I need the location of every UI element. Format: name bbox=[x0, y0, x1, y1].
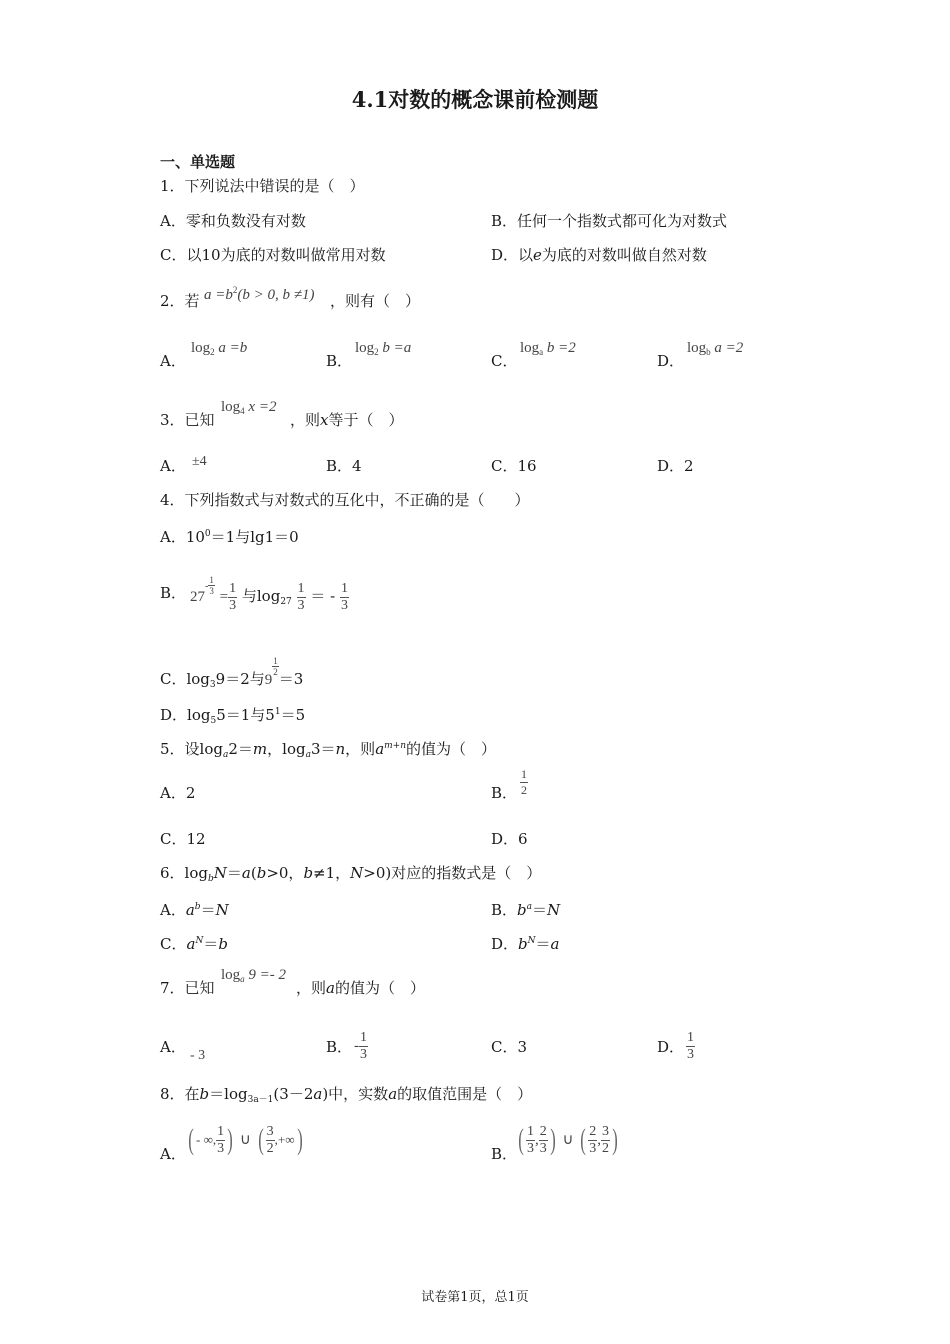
question-7-option-a: - 3 bbox=[190, 1048, 206, 1063]
question-2-option-a-label: A． bbox=[160, 352, 186, 370]
question-7-equation: $\log_a 9 =- 2$ bbox=[221, 967, 287, 984]
question-2-stem-prefix: 2．若 bbox=[160, 292, 200, 310]
question-2-option-c-label: C． bbox=[491, 352, 518, 370]
question-2-option-b-label: B． bbox=[326, 352, 353, 370]
question-2-option-a: $\log_2 a =b$ bbox=[191, 340, 248, 357]
question-6-option-b: B．$b^a=N$ bbox=[491, 901, 561, 919]
question-3-option-a: ±4 bbox=[192, 454, 207, 469]
question-1-option-c: C．以10为底的对数叫做常用对数 bbox=[160, 246, 386, 264]
question-7-option-b: - $\frac{1}{3}$ bbox=[354, 1029, 367, 1062]
question-1-option-a: A．零和负数没有对数 bbox=[160, 212, 306, 230]
question-4-option-a: A．$10^0=1$与lg1＝0 bbox=[160, 528, 299, 546]
question-6-option-d: D．$b^N=a$ bbox=[491, 935, 560, 953]
question-5-option-c: C．12 bbox=[160, 830, 206, 848]
question-4-option-d: D．$\log_55=1$与$5^1=5$ bbox=[160, 706, 306, 726]
question-4-option-b-label: B． bbox=[160, 584, 187, 602]
question-7-option-a-label: A． bbox=[160, 1038, 186, 1056]
question-3-stem-prefix: 3．已知 bbox=[160, 411, 215, 429]
question-7-option-c: C．3 bbox=[491, 1038, 528, 1056]
question-6-option-c: C．$a^N=b$ bbox=[160, 935, 228, 953]
question-2-option-c: $\log_a b =2$ bbox=[520, 340, 576, 357]
question-7-option-b-label: B． bbox=[326, 1038, 353, 1056]
question-1-stem: 1．下列说法中错误的是（ ） bbox=[160, 177, 365, 195]
question-5-option-b-label: B． bbox=[491, 784, 518, 802]
question-8-option-b: ( $\frac{1}{3}$ , $\frac{2}{3}$ ) ∪ ( $\frac{2}{3}$ , $\frac{3}{2}$ ) bbox=[518, 1123, 618, 1156]
page-title: 4.1对数的概念课前检测题 bbox=[351, 87, 599, 112]
question-3-option-d: D．2 bbox=[657, 457, 694, 475]
question-2-option-d: $\log_b a =2$ bbox=[687, 340, 744, 357]
question-2-option-b: $\log_2 b =a$ bbox=[355, 340, 412, 357]
question-6-option-a: A．$a^b=N$ bbox=[160, 901, 229, 919]
question-8-option-b-label: B． bbox=[491, 1145, 518, 1163]
question-8-option-a-label: A． bbox=[160, 1145, 186, 1163]
question-8-option-a: ( - ∞, $\frac{1}{3}$ ) ∪ ( $\frac{3}{2}$ ,+∞) bbox=[188, 1123, 303, 1156]
question-3-option-a-label: A． bbox=[160, 457, 186, 475]
question-5-stem: 5．设$\log_a2=m$，$\log_a3=n$，则$a^{m+n}$的值为（ ） bbox=[160, 740, 497, 760]
question-5-option-b: $\frac{1}{2}$ bbox=[521, 767, 527, 797]
question-4-option-c: C．$\log_39=2$与9 $\frac{1}{2}$ ＝3 bbox=[160, 655, 304, 690]
page-footer: 试卷第1页，总1页 bbox=[421, 1290, 529, 1305]
question-7-option-d-label: D． bbox=[657, 1038, 685, 1056]
question-7-option-d: $\frac{1}{3}$ bbox=[687, 1029, 694, 1062]
question-4-stem: 4．下列指数式与对数式的互化中，不正确的是（ ） bbox=[160, 491, 530, 509]
question-2-option-d-label: D． bbox=[657, 352, 685, 370]
question-5-option-a: A．2 bbox=[160, 784, 196, 802]
question-3-equation: $\log_4 x =2$ bbox=[221, 399, 277, 416]
question-2-stem-suffix: ，则有（ ） bbox=[330, 292, 421, 310]
question-1-option-d: D．以e为底的对数叫做自然对数 bbox=[491, 246, 707, 264]
question-3-stem-suffix: ，则x等于（ ） bbox=[290, 411, 404, 429]
question-2-condition: $a =b^2(b > 0$, b ≠1) bbox=[204, 285, 315, 303]
question-6-stem: 6．$\log_bN=a(b>0$，b≠1，N>0)对应的指数式是（ ） bbox=[160, 864, 542, 884]
question-3-option-b: B．4 bbox=[326, 457, 362, 475]
question-7-stem-prefix: 7．已知 bbox=[160, 979, 215, 997]
question-5-option-d: D．6 bbox=[491, 830, 528, 848]
section-heading: 一、单选题 bbox=[160, 153, 236, 171]
question-1-option-b: B．任何一个指数式都可化为对数式 bbox=[491, 212, 728, 230]
question-7-stem-suffix: ，则a的值为（ ） bbox=[296, 979, 425, 997]
question-4-option-b: 27- $\frac{1}{3}$ = $\frac{1}{3}$ 与$\log_{27}$ $\frac{1}{3}$ ＝ - $\frac{1}{3}$ bbox=[190, 574, 348, 613]
question-8-stem: 8．在$b=\log_{3a-1}(3-2a)$中，实数a的取值范围是（ ） bbox=[160, 1085, 533, 1105]
question-3-option-c: C．16 bbox=[491, 457, 537, 475]
